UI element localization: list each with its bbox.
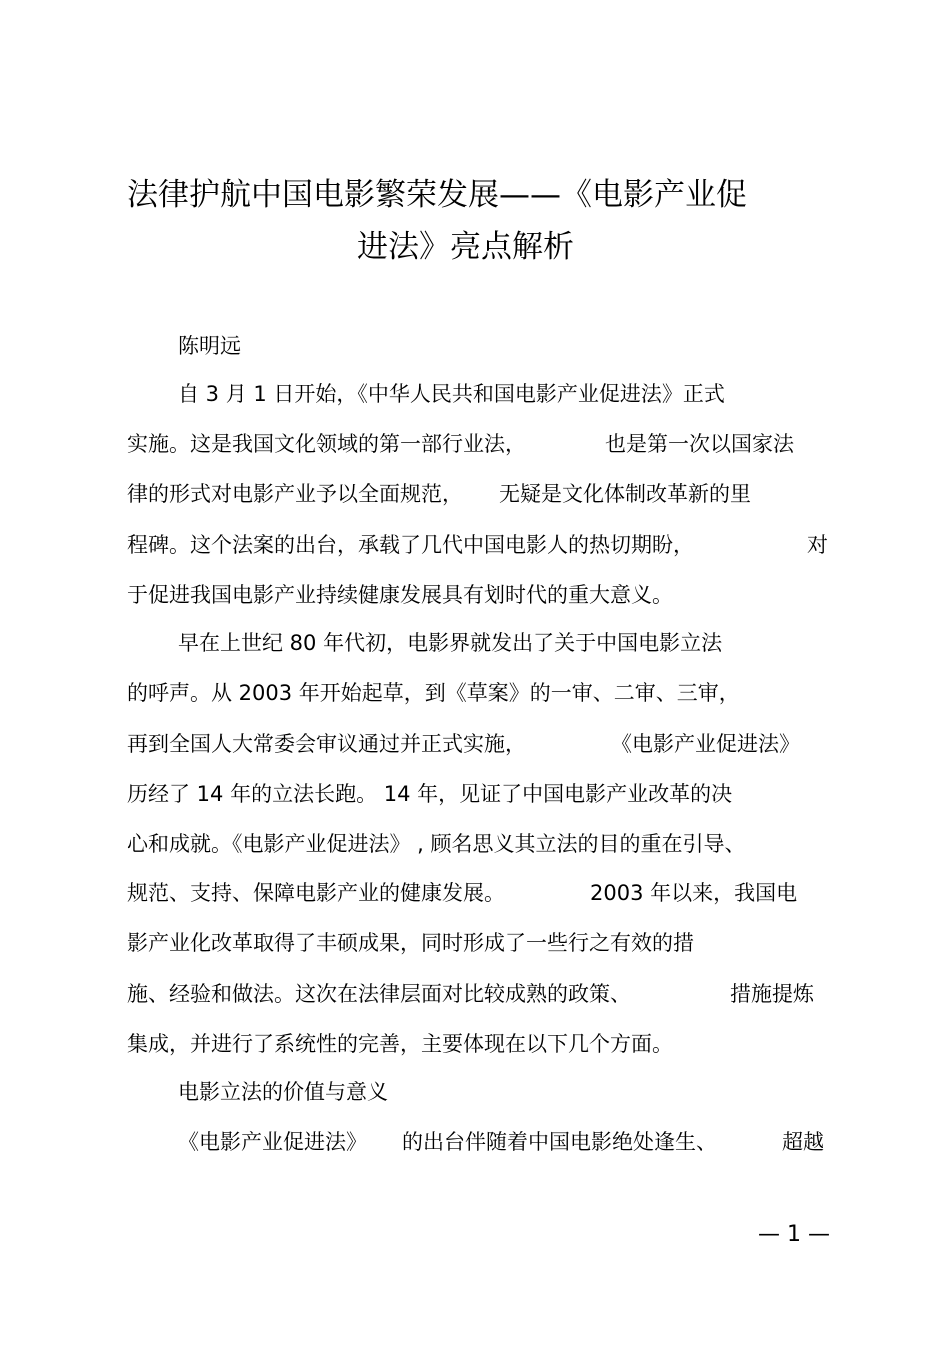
paragraph-2-line-5: 心和成就。《电影产业促进法》 , 顾名思义其立法的目的重在引导、	[127, 832, 746, 856]
page-number: — 1 —	[758, 1222, 830, 1247]
text-segment: 也是第一次以国家法	[605, 432, 794, 456]
paragraph-2-line-9: 集成，并进行了系统性的完善，主要体现在以下几个方面。	[127, 1032, 673, 1056]
text-segment: 超越	[782, 1130, 824, 1154]
text-segment: 措施提炼	[730, 982, 814, 1006]
paragraph-2-line-2: 的呼声。从 2003 年开始起草，到《草案》的一审、二审、三审，	[127, 681, 740, 705]
paragraph-1-line-1: 自 3 月 1 日开始，《中华人民共和国电影产业促进法》正式	[178, 382, 725, 406]
text-segment: 《电影产业促进法》	[178, 1130, 367, 1154]
text-segment: 施、经验和做法。这次在法律层面对比较成熟的政策、	[127, 982, 631, 1006]
text-segment: 律的形式对电影产业予以全面规范，	[127, 482, 463, 506]
paragraph-2-line-4: 历经了 14 年的立法长跑。 14 年，见证了中国电影产业改革的决	[127, 782, 733, 806]
text-segment: 的出台伴随着中国电影绝处逢生、	[402, 1130, 717, 1154]
author: 陈明远	[178, 334, 241, 358]
title-line-2: 进法》亮点解析	[357, 229, 574, 265]
text-segment: 程碑。这个法案的出台，承载了几代中国电影人的热切期盼，	[127, 533, 694, 557]
text-segment: 规范、支持、保障电影产业的健康发展。	[127, 881, 505, 905]
title-line-1: 法律护航中国电影繁荣发展——《电影产业促	[127, 177, 747, 213]
text-segment: 再到全国人大常委会审议通过并正式实施，	[127, 732, 526, 756]
text-segment: 《电影产业促进法》	[611, 732, 800, 756]
section-heading: 电影立法的价值与意义	[178, 1080, 388, 1104]
paragraph-1-line-5: 于促进我国电影产业持续健康发展具有划时代的重大意义。	[127, 583, 673, 607]
text-segment: 无疑是文化体制改革新的里	[499, 482, 751, 506]
paragraph-2-line-1: 早在上世纪 80 年代初，电影界就发出了关于中国电影立法	[178, 631, 723, 655]
paragraph-2-line-7: 影产业化改革取得了丰硕成果，同时形成了一些行之有效的措	[127, 931, 694, 955]
text-segment: 实施。这是我国文化领域的第一部行业法，	[127, 432, 526, 456]
text-segment: 2003 年以来，我国电	[590, 881, 798, 905]
text-segment: 对	[807, 533, 828, 557]
